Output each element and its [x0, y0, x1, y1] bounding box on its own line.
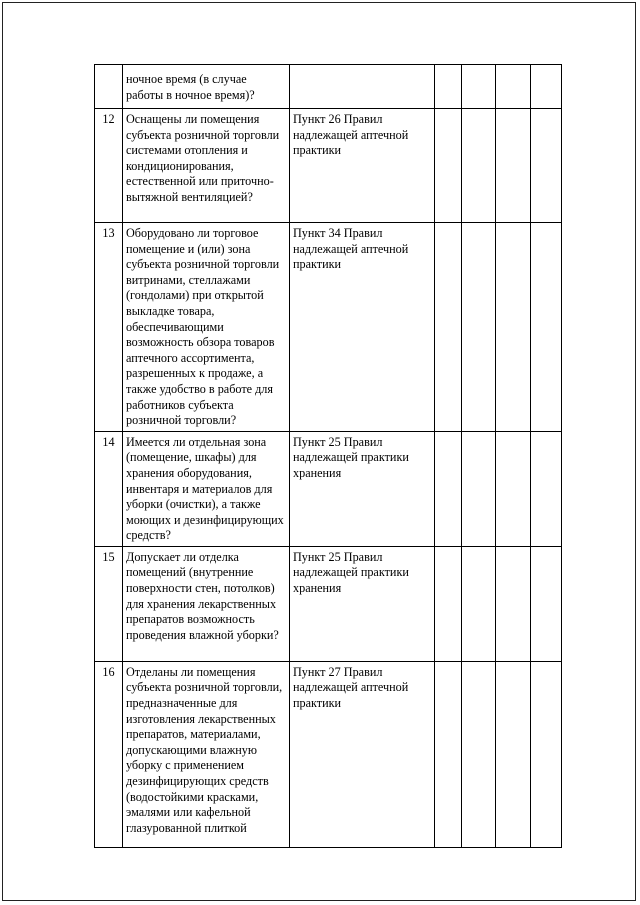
answer-cell-no[interactable] — [462, 109, 496, 223]
row-number: 15 — [95, 546, 123, 661]
answer-cell-yes[interactable] — [435, 109, 462, 223]
table-row — [95, 223, 562, 432]
comment-cell[interactable] — [531, 109, 562, 223]
answer-cell-yes[interactable] — [435, 546, 462, 661]
table-row — [95, 546, 562, 661]
row-number: 12 — [95, 109, 123, 223]
table-row — [95, 431, 562, 546]
question-cell: Оснащены ли помещения субъекта розничной торговли системами отопления и кондиционирования, естественной или приточно-вытяжной вентиляцией? — [123, 109, 290, 223]
table-row — [95, 65, 562, 109]
question-cell: Имеется ли отдельная зона (помещение, шкафы) для хранения оборудования, инвентаря и материалов для уборки (очистки), а также моющих и дезинфицирующих средств? — [123, 431, 290, 546]
reference-cell: Пункт 27 Правил надлежащей аптечной практики — [290, 661, 435, 847]
answer-cell-na[interactable] — [496, 109, 531, 223]
answer-cell-na[interactable] — [496, 65, 531, 109]
answer-cell-no[interactable] — [462, 546, 496, 661]
answer-cell-na[interactable] — [496, 223, 531, 432]
answer-cell-yes[interactable] — [435, 223, 462, 432]
comment-cell[interactable] — [531, 661, 562, 847]
checklist-table — [94, 64, 562, 848]
answer-cell-no[interactable] — [462, 223, 496, 432]
answer-cell-no[interactable] — [462, 431, 496, 546]
answer-cell-yes[interactable] — [435, 431, 462, 546]
comment-cell[interactable] — [531, 223, 562, 432]
comment-cell[interactable] — [531, 431, 562, 546]
question-cell: Отделаны ли помещения субъекта розничной торговли, предназначенные для изготовления лекарственных препаратов, материалами, допускающими влажную уборку с применением дезинфицирующих средств (водостойкими красками, эмалями или кафельной глазурованной плиткой — [123, 661, 290, 847]
row-number: 14 — [95, 431, 123, 546]
answer-cell-yes[interactable] — [435, 65, 462, 109]
reference-cell: Пункт 25 Правил надлежащей практики хранения — [290, 546, 435, 661]
answer-cell-na[interactable] — [496, 546, 531, 661]
row-number: 13 — [95, 223, 123, 432]
reference-cell: Пункт 26 Правил надлежащей аптечной практики — [290, 109, 435, 223]
table-row — [95, 109, 562, 223]
question-cell: Допускает ли отделка помещений (внутренние поверхности стен, потолков) для хранения лекарственных препаратов возможность проведения влажной уборки? — [123, 546, 290, 661]
answer-cell-na[interactable] — [496, 431, 531, 546]
answer-cell-yes[interactable] — [435, 661, 462, 847]
row-number — [95, 65, 123, 109]
reference-cell: Пункт 34 Правил надлежащей аптечной практики — [290, 223, 435, 432]
row-number: 16 — [95, 661, 123, 847]
answer-cell-na[interactable] — [496, 661, 531, 847]
reference-cell — [290, 65, 435, 109]
answer-cell-no[interactable] — [462, 65, 496, 109]
answer-cell-no[interactable] — [462, 661, 496, 847]
comment-cell[interactable] — [531, 546, 562, 661]
comment-cell[interactable] — [531, 65, 562, 109]
question-cell: Оборудовано ли торговое помещение и (или) зона субъекта розничной торговли витринами, стеллажами (гондолами) при открытой выкладке товара, обеспечивающими возможность обзора товаров аптечного ассортимента, разрешенных к продаже, а также удобство в работе для работников субъекта розничной торговли? — [123, 223, 290, 432]
table-row — [95, 661, 562, 847]
reference-cell: Пункт 25 Правил надлежащей практики хранения — [290, 431, 435, 546]
question-cell: ночное время (в случае работы в ночное время)? — [123, 65, 290, 109]
